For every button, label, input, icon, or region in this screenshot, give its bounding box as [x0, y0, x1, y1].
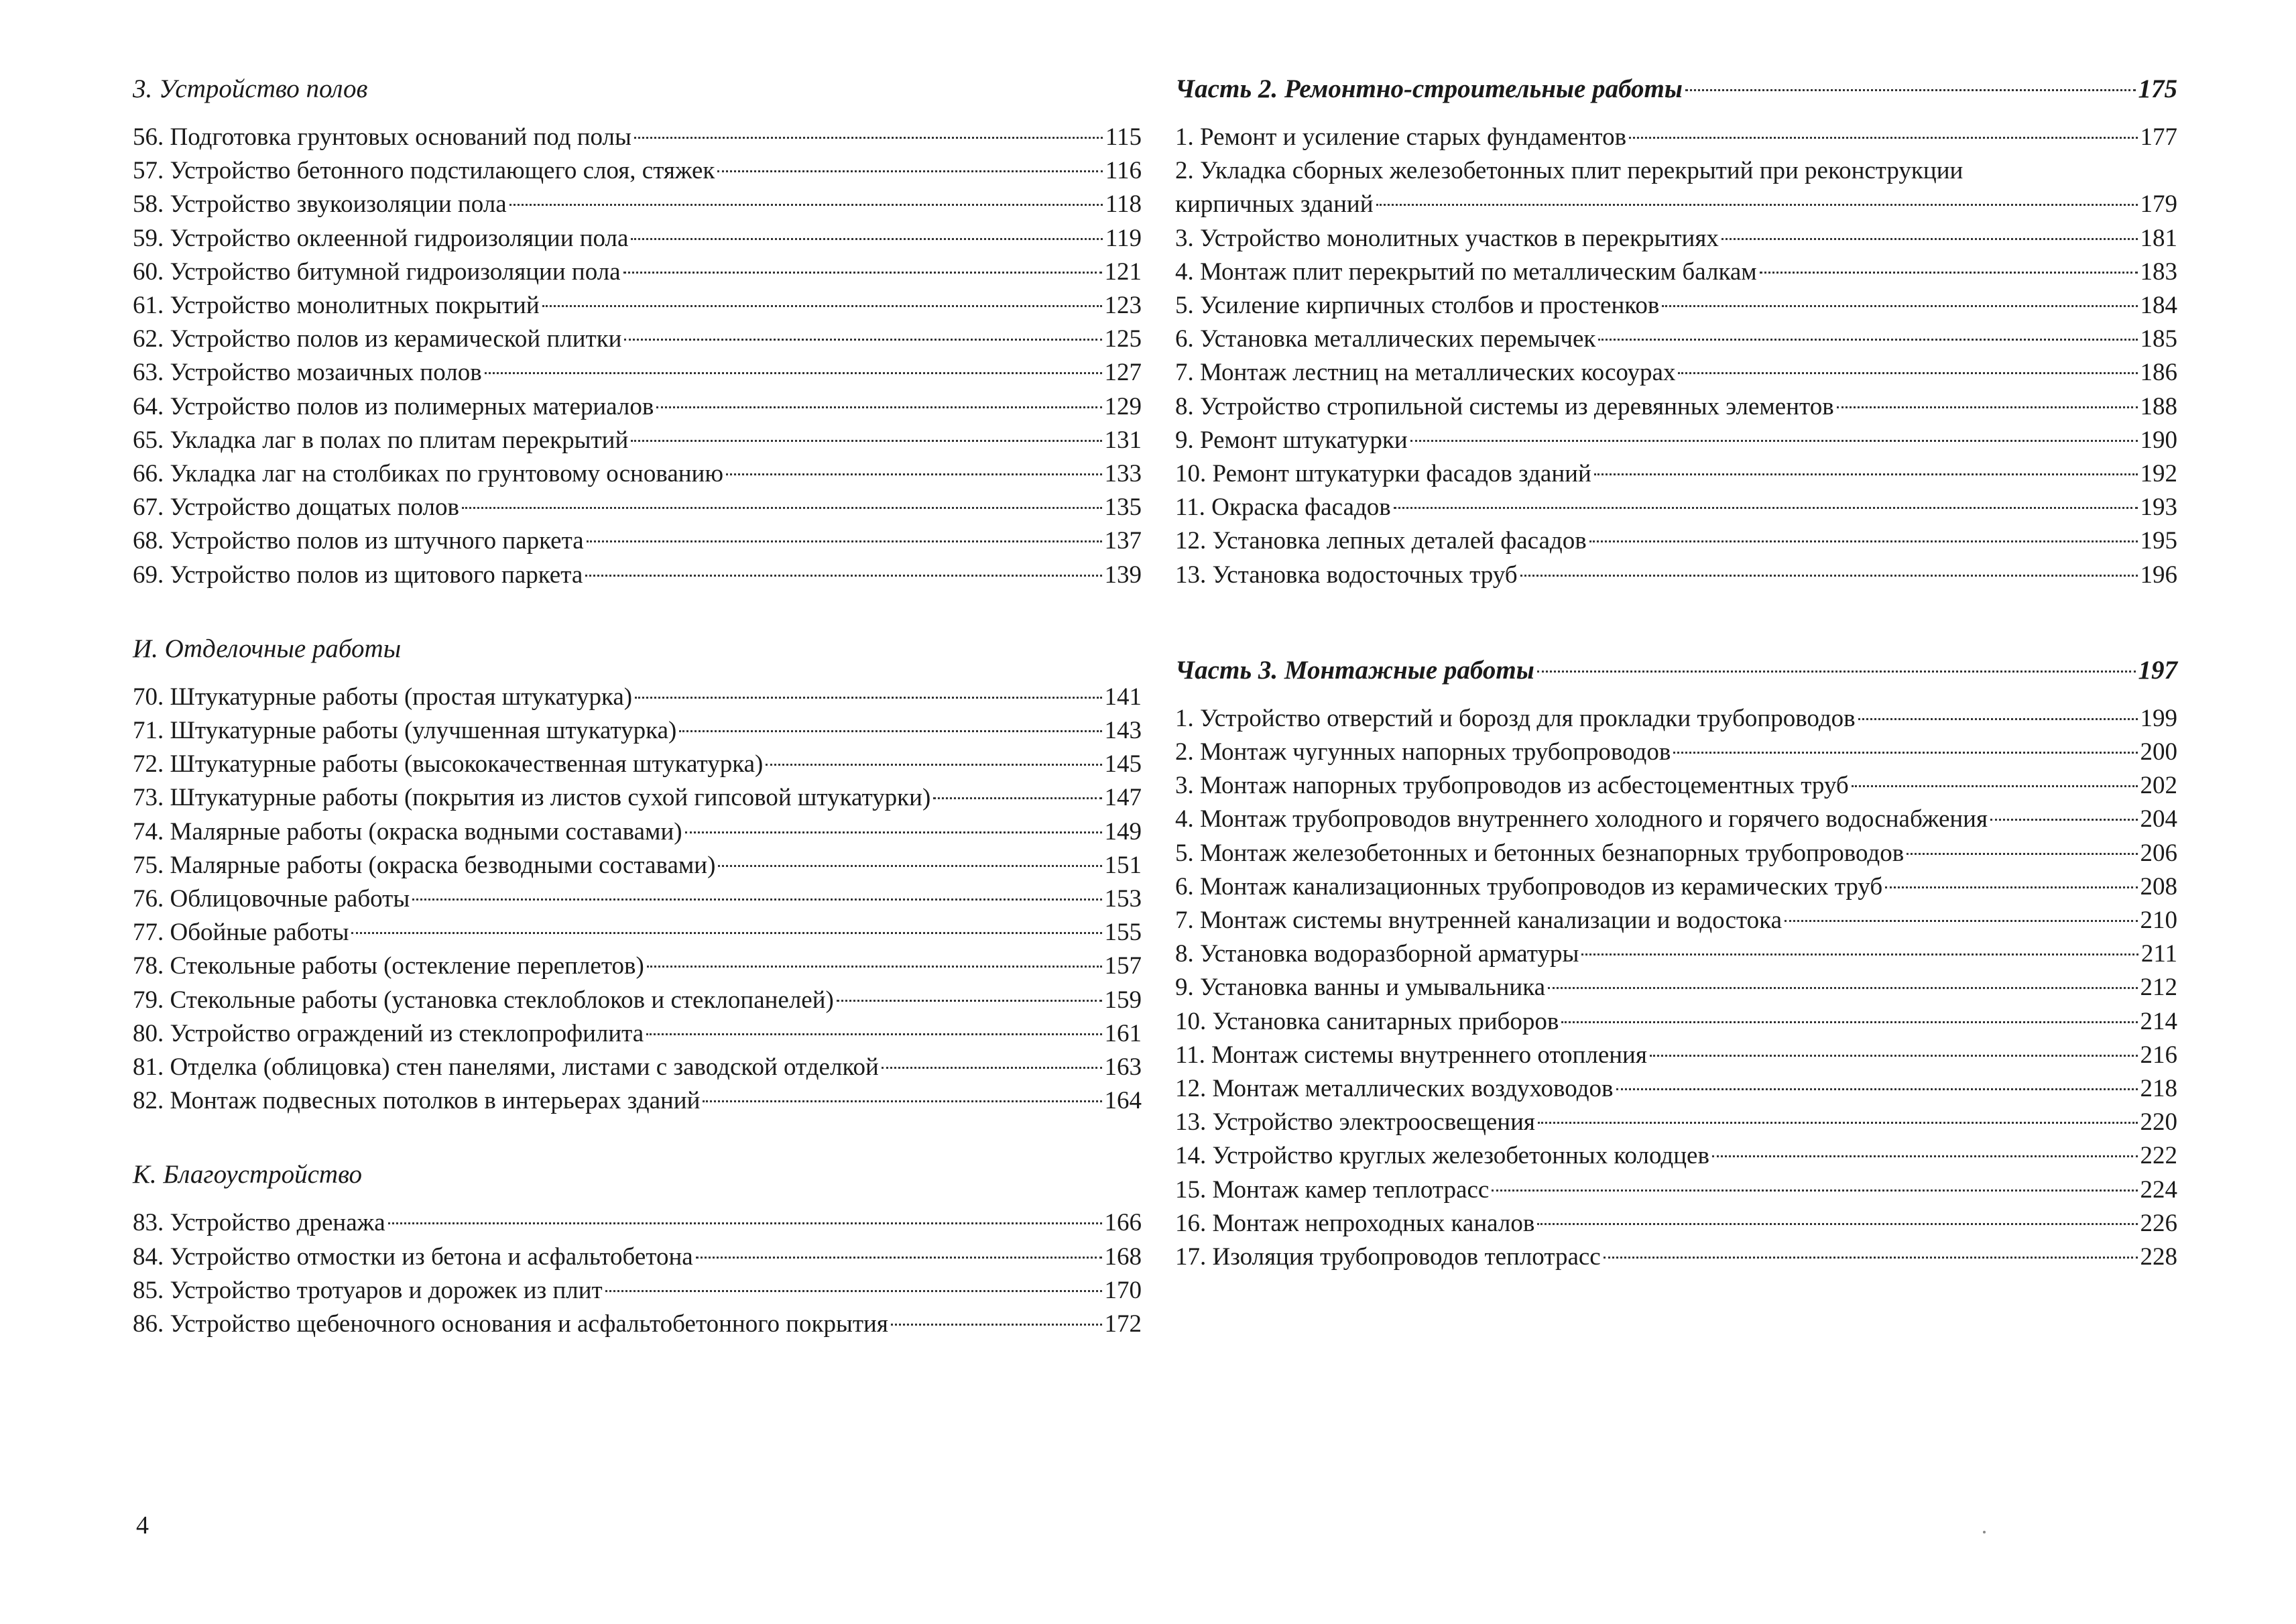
entry-title: 1. Устройство отверстий и борозд для прокладки трубопроводов: [1175, 704, 1856, 732]
entry-title: 64. Устройство полов из полимерных материалов: [133, 392, 654, 420]
entry-page: 153: [1104, 885, 1142, 913]
entry-title: 5. Усиление кирпичных столбов и простенков: [1175, 292, 1660, 320]
dot-leader: [1712, 1155, 2138, 1157]
dot-leader: [462, 507, 1102, 509]
toc-entry: [133, 289, 1142, 323]
entry-page: 159: [1104, 986, 1142, 1014]
entry-page: 199: [2140, 704, 2177, 732]
dot-leader: [882, 1067, 1102, 1069]
entry-page: 170: [1104, 1276, 1142, 1304]
entry-page: 164: [1104, 1087, 1142, 1115]
dot-leader: [388, 1222, 1102, 1224]
entry-page: 163: [1104, 1053, 1142, 1082]
dot-leader: [1492, 1190, 2137, 1192]
dot-leader: [1990, 819, 2137, 821]
dot-leader: [717, 170, 1102, 172]
entry-page: 216: [2140, 1041, 2177, 1069]
toc-entry: [133, 121, 1142, 154]
toc-entry: [1175, 736, 2177, 769]
toc-entry: [133, 457, 1142, 491]
dot-leader: [646, 1033, 1101, 1035]
dot-leader: [635, 697, 1101, 699]
entry-title: 10. Ремонт штукатурки фасадов зданий: [1175, 460, 1591, 488]
entry-title: 2. Монтаж чугунных напорных трубопроводов: [1175, 738, 1671, 766]
toc-entry: [133, 491, 1142, 524]
entry-page: 188: [2140, 392, 2177, 420]
scan-dot: [1983, 1531, 1986, 1533]
toc-entry: [1175, 559, 2177, 592]
entry-page: 186: [2140, 359, 2177, 387]
dot-leader: [1561, 1021, 2137, 1023]
entry-page: 147: [1104, 784, 1142, 812]
toc-entry: [1175, 937, 2177, 971]
part-page: 175: [2138, 74, 2177, 103]
page-number: 4: [136, 1511, 149, 1540]
entry-title: 78. Стекольные работы (остекление переплетов): [133, 952, 644, 980]
entry-page: 139: [1104, 561, 1142, 589]
entry-page: 220: [2140, 1108, 2177, 1137]
dot-leader: [656, 406, 1101, 408]
dot-leader: [1629, 137, 2137, 139]
entry-title: 82. Монтаж подвесных потолков в интерьерах зданий: [133, 1087, 701, 1115]
dot-leader: [766, 764, 1101, 766]
toc-entry: [133, 916, 1142, 949]
toc-entry: [1175, 524, 2177, 558]
dot-leader: [1538, 1122, 2138, 1124]
entry-title: 4. Монтаж трубопроводов внутреннего холодного и горячего водоснабжения: [1175, 805, 1988, 833]
entry-page: 129: [1104, 392, 1142, 420]
dot-leader: [351, 932, 1101, 934]
toc-entry: [1175, 491, 2177, 524]
part-title: Часть 3. Монтажные работы: [1175, 655, 1534, 685]
dot-leader: [1537, 671, 2136, 673]
entry-page: 155: [1104, 919, 1142, 947]
entry-title: 83. Устройство дренажа: [133, 1209, 385, 1237]
right-column: [1175, 72, 2177, 1274]
entry-page: 196: [2140, 561, 2177, 589]
part-page: 197: [2138, 655, 2177, 685]
toc-entry: [133, 714, 1142, 748]
toc-entry: [1175, 803, 2177, 836]
entry-title: 70. Штукатурные работы (простая штукатурка): [133, 683, 633, 711]
entry-title: 58. Устройство звукоизоляции пола: [133, 190, 507, 219]
entry-title: 72. Штукатурные работы (высококачественная штукатурка): [133, 750, 764, 778]
entry-page: 172: [1104, 1310, 1142, 1338]
dot-leader: [631, 440, 1101, 442]
toc-entry: [133, 748, 1142, 781]
entry-page: 149: [1104, 817, 1142, 846]
entry-title: 71. Штукатурные работы (улучшенная штукатурка): [133, 717, 677, 745]
entry-title: 7. Монтаж лестниц на металлических косоурах: [1175, 359, 1676, 387]
toc-entry: [133, 524, 1142, 558]
entry-page: 211: [2140, 940, 2177, 968]
toc-entry: [1175, 1173, 2177, 1207]
entry-title: 80. Устройство ограждений из стеклопрофилита: [133, 1019, 644, 1047]
entry-title: кирпичных зданий: [1175, 190, 1374, 219]
dot-leader: [1678, 372, 2137, 374]
entry-page: 157: [1104, 952, 1142, 980]
entry-title: 56. Подготовка грунтовых оснований под полы: [133, 123, 631, 151]
toc-entry: [1175, 154, 2177, 221]
dot-leader: [1885, 886, 2137, 888]
entry-title: 13. Устройство электроосвещения: [1175, 1108, 1535, 1137]
entry-page: 141: [1104, 683, 1142, 711]
entry-title: 62. Устройство полов из керамической плитки: [133, 325, 622, 353]
entry-title: 63. Устройство мозаичных полов: [133, 359, 482, 387]
toc-entry: [1175, 1139, 2177, 1173]
toc-entry: [133, 849, 1142, 882]
entry-page: 183: [2140, 257, 2177, 286]
section-heading: И. Отделочные работы: [133, 634, 402, 663]
entry-title: 84. Устройство отмостки из бетона и асфальтобетона: [133, 1242, 693, 1271]
toc-entry: [1175, 870, 2177, 904]
entry-page: 125: [1104, 325, 1142, 353]
entry-page: 200: [2140, 738, 2177, 766]
dot-leader: [1537, 1223, 2137, 1225]
entry-title: 13. Установка водосточных труб: [1175, 561, 1518, 589]
dot-leader: [542, 305, 1102, 307]
toc-list: [1175, 121, 2177, 592]
toc-entry: [133, 424, 1142, 457]
entry-page: 177: [2140, 123, 2177, 151]
toc-entry: [133, 1206, 1142, 1240]
dot-leader: [1721, 238, 2138, 240]
toc-entry: [133, 323, 1142, 356]
dot-leader: [1650, 1055, 2138, 1057]
entry-page: 210: [2140, 907, 2177, 935]
dot-leader: [624, 339, 1101, 341]
toc-entry: [133, 1084, 1142, 1118]
entry-page: 195: [2140, 527, 2177, 555]
dot-leader: [623, 272, 1102, 274]
dot-leader: [1598, 339, 2137, 341]
entry-title: 3. Монтаж напорных трубопроводов из асбестоцементных труб: [1175, 772, 1849, 800]
entry-title: 61. Устройство монолитных покрытий: [133, 292, 540, 320]
entry-page: 137: [1104, 527, 1142, 555]
dot-leader: [585, 575, 1101, 577]
entry-title: 73. Штукатурные работы (покрытия из листов сухой гипсовой штукатурки): [133, 784, 931, 812]
entry-title: 4. Монтаж плит перекрытий по металлическим балкам: [1175, 257, 1757, 286]
entry-page: 145: [1104, 750, 1142, 778]
dot-leader: [1616, 1088, 2138, 1090]
dot-leader: [679, 730, 1101, 732]
toc-entry: [1175, 1106, 2177, 1139]
entry-page: 184: [2140, 292, 2177, 320]
dot-leader: [605, 1290, 1102, 1292]
dot-leader: [1589, 540, 2138, 542]
toc-entry: [133, 1308, 1142, 1341]
toc-entry: [1175, 1207, 2177, 1240]
entry-title: 69. Устройство полов из щитового паркета: [133, 561, 583, 589]
entry-page: 135: [1104, 494, 1142, 522]
entry-page: 179: [2140, 190, 2177, 219]
entry-title: 9. Ремонт штукатурки: [1175, 426, 1408, 454]
dot-leader: [1685, 89, 2136, 91]
toc-entry: [1175, 390, 2177, 424]
toc-list: [1175, 702, 2177, 1274]
entry-page: 161: [1104, 1019, 1142, 1047]
toc-list: [133, 121, 1142, 592]
dot-leader: [647, 966, 1102, 968]
entry-page: 208: [2140, 872, 2177, 901]
toc-entry: [133, 1274, 1142, 1308]
toc-entry: [1175, 1240, 2177, 1274]
toc-entry: [1175, 1005, 2177, 1039]
entry-page: 151: [1104, 851, 1142, 879]
toc-list: [133, 681, 1142, 1118]
dot-leader: [587, 540, 1102, 542]
entry-page: 131: [1104, 426, 1142, 454]
entry-title: 7. Монтаж системы внутренней канализации и водостока: [1175, 907, 1783, 935]
section-heading: 3. Устройство полов: [133, 74, 368, 103]
toc-entry: [133, 815, 1142, 849]
entry-title: 86. Устройство щебеночного основания и асфальтобетонного покрытия: [133, 1310, 888, 1338]
entry-page: 116: [1105, 157, 1142, 185]
entry-title: 8. Установка водоразборной арматуры: [1175, 940, 1579, 968]
toc-entry: [133, 222, 1142, 255]
dot-leader: [412, 898, 1101, 901]
dot-leader: [1760, 272, 2138, 274]
entry-page: 127: [1104, 359, 1142, 387]
entry-title: 60. Устройство битумной гидроизоляции пола: [133, 257, 621, 286]
entry-page: 206: [2140, 839, 2177, 867]
dot-leader: [726, 473, 1102, 475]
toc-entry: [1175, 121, 2177, 154]
dot-leader: [1604, 1257, 2138, 1259]
entry-page: 123: [1104, 292, 1142, 320]
entry-page: 218: [2140, 1075, 2177, 1103]
entry-page: 204: [2140, 805, 2177, 833]
entry-page: 224: [2140, 1175, 2177, 1204]
section-spacer: [133, 592, 1142, 632]
dot-leader: [485, 372, 1102, 374]
toc-entry: [133, 154, 1142, 188]
left-column: [133, 72, 1142, 1341]
entry-page: 192: [2140, 460, 2177, 488]
toc-entry: [133, 188, 1142, 221]
entry-title: 17. Изоляция трубопроводов теплотрасс: [1175, 1243, 1601, 1271]
entry-page: 115: [1105, 123, 1142, 151]
dot-leader: [509, 204, 1103, 206]
dot-leader: [1594, 473, 2138, 475]
toc-entry: [133, 255, 1142, 289]
dot-leader: [1410, 440, 2138, 442]
entry-page: 121: [1104, 257, 1142, 286]
dot-leader: [1785, 920, 2137, 922]
dot-leader: [1673, 752, 2137, 754]
part-heading: [1175, 654, 2177, 687]
entry-page: 166: [1104, 1209, 1142, 1237]
entry-page: 133: [1104, 460, 1142, 488]
dot-leader: [1520, 575, 2138, 577]
toc-entry: [1175, 837, 2177, 870]
dot-leader: [634, 137, 1103, 139]
entry-title: 15. Монтаж камер теплотрасс: [1175, 1175, 1490, 1204]
entry-page: 190: [2140, 426, 2177, 454]
dot-leader: [837, 1000, 1102, 1002]
entry-title: 85. Устройство тротуаров и дорожек из плит: [133, 1276, 603, 1304]
toc-entry: [133, 984, 1142, 1017]
toc-entry: [133, 356, 1142, 390]
entry-page: 168: [1104, 1242, 1142, 1271]
part-heading: [1175, 72, 2177, 106]
toc-entry: [133, 949, 1142, 983]
entry-title: 8. Устройство стропильной системы из деревянных элементов: [1175, 392, 1834, 420]
dot-leader: [1548, 987, 2137, 989]
entry-title: 10. Установка санитарных приборов: [1175, 1007, 1559, 1035]
entry-page: 222: [2140, 1142, 2177, 1170]
section-spacer: [133, 1118, 1142, 1158]
entry-title: 81. Отделка (облицовка) стен панелями, листами с заводской отделкой: [133, 1053, 879, 1082]
toc-entry: [1175, 289, 2177, 323]
toc-entry: [1175, 222, 2177, 255]
toc-entry: [133, 1051, 1142, 1084]
entry-title: 66. Укладка лаг на столбиках по грунтовому основанию: [133, 460, 723, 488]
section-heading: К. Благоустройство: [133, 1160, 362, 1190]
entry-page: 228: [2140, 1243, 2177, 1271]
dot-leader: [1662, 305, 2137, 307]
entry-title: 6. Установка металлических перемычек: [1175, 325, 1596, 353]
dot-leader: [718, 865, 1101, 867]
entry-page: 212: [2140, 974, 2177, 1002]
entry-page: 143: [1104, 717, 1142, 745]
dot-leader: [1858, 718, 2138, 720]
dot-leader: [1376, 204, 2138, 206]
entry-title: 12. Монтаж металлических воздуховодов: [1175, 1075, 1614, 1103]
toc-entry: [1175, 356, 2177, 390]
toc-entry: [133, 882, 1142, 916]
entry-title: 5. Монтаж железобетонных и бетонных безнапорных трубопроводов: [1175, 839, 1905, 867]
dot-leader: [1394, 507, 2138, 509]
toc-entry: [1175, 457, 2177, 491]
entry-title: 75. Малярные работы (окраска безводными составами): [133, 851, 716, 879]
entry-title: 16. Монтаж непроходных каналов: [1175, 1209, 1535, 1237]
entry-title: 76. Облицовочные работы: [133, 885, 410, 913]
entry-page: 214: [2140, 1007, 2177, 1035]
entry-title-line1: 2. Укладка сборных железобетонных плит перекрытий при реконструкции: [1175, 157, 1963, 185]
entry-page: 181: [2140, 224, 2177, 252]
toc-entry: [1175, 255, 2177, 289]
part-spacer: [1175, 592, 2177, 654]
toc-entry: [1175, 904, 2177, 937]
dot-leader: [685, 831, 1102, 833]
entry-page: 202: [2140, 772, 2177, 800]
toc-entry: [1175, 769, 2177, 803]
toc-entry: [133, 681, 1142, 714]
toc-entry: [1175, 971, 2177, 1004]
dot-leader: [891, 1324, 1102, 1326]
dot-leader: [933, 797, 1101, 799]
toc-entry: [1175, 1039, 2177, 1072]
dot-leader: [631, 238, 1102, 240]
dot-leader: [703, 1100, 1101, 1102]
toc-entry: [133, 1017, 1142, 1051]
entry-title: 3. Устройство монолитных участков в перекрытиях: [1175, 224, 1719, 252]
toc-entry: [133, 559, 1142, 592]
entry-title: 11. Окраска фасадов: [1175, 494, 1391, 522]
entry-title: 6. Монтаж канализационных трубопроводов из керамических труб: [1175, 872, 1883, 901]
entry-title: 59. Устройство оклеенной гидроизоляции пола: [133, 224, 629, 252]
entry-title: 77. Обойные работы: [133, 919, 349, 947]
dot-leader: [1581, 953, 2138, 955]
entry-title: 12. Установка лепных деталей фасадов: [1175, 527, 1587, 555]
toc-entry: [133, 390, 1142, 424]
toc-entry: [1175, 1072, 2177, 1106]
entry-page: 118: [1105, 190, 1142, 219]
toc-entry: [1175, 323, 2177, 356]
entry-title: 67. Устройство дощатых полов: [133, 494, 459, 522]
entry-title: 57. Устройство бетонного подстилающего слоя, стяжек: [133, 157, 715, 185]
entry-title: 74. Малярные работы (окраска водными составами): [133, 817, 682, 846]
entry-title: 68. Устройство полов из штучного паркета: [133, 527, 584, 555]
dot-leader: [1907, 853, 2137, 855]
dot-leader: [1852, 785, 2138, 787]
dot-leader: [1837, 406, 2138, 408]
entry-page: 193: [2140, 494, 2177, 522]
entry-page: 226: [2140, 1209, 2177, 1237]
part-title: Часть 2. Ремонтно-строительные работы: [1175, 74, 1683, 103]
toc-entry: [133, 1240, 1142, 1274]
entry-title: 1. Ремонт и усиление старых фундаментов: [1175, 123, 1627, 151]
entry-title: 9. Установка ванны и умывальника: [1175, 974, 1546, 1002]
toc-entry: [1175, 424, 2177, 457]
entry-page: 119: [1105, 224, 1142, 252]
entry-title: 79. Стекольные работы (установка стеклоблоков и стеклопанелей): [133, 986, 834, 1014]
entry-title: 65. Укладка лаг в полах по плитам перекрытий: [133, 426, 629, 454]
dot-leader: [696, 1257, 1102, 1259]
toc-list: [133, 1206, 1142, 1341]
entry-title: 14. Устройство круглых железобетонных колодцев: [1175, 1142, 1709, 1170]
entry-title: 11. Монтаж системы внутреннего отопления: [1175, 1041, 1647, 1069]
toc-entry: [133, 781, 1142, 815]
toc-entry: [1175, 702, 2177, 736]
entry-page: 185: [2140, 325, 2177, 353]
